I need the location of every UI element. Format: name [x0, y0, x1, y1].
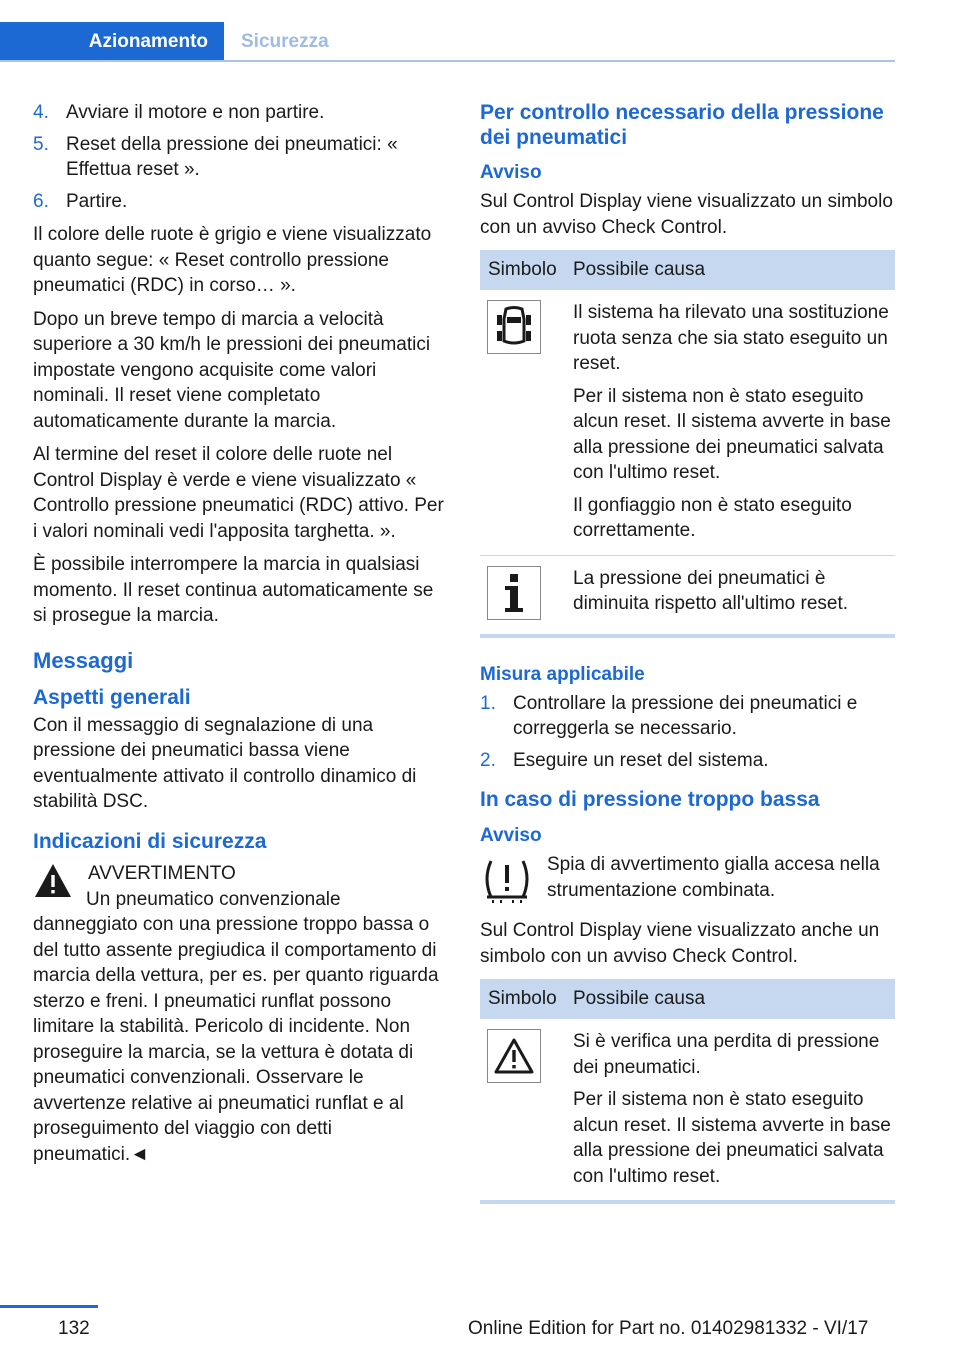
step-text: Avviare il motore e non partire. [66, 102, 325, 123]
step-text: Eseguire un reset del sistema. [513, 749, 769, 771]
column-header: Simbolo [488, 988, 557, 1009]
paragraph: Sul Control Display viene visualizzato un simbolo con un avviso Check Control. [480, 191, 893, 238]
page-header [0, 0, 895, 62]
step-number: 2. [480, 749, 496, 771]
steps-list [33, 100, 448, 214]
step-number: 5. [33, 133, 49, 155]
heading-misura-applicabile: Misura applicabile [480, 663, 645, 685]
warning-block [33, 861, 448, 1168]
warning-triangle-icon [493, 1036, 535, 1076]
warning-title: AVVERTIMENTO [88, 862, 236, 884]
symbol-table [480, 979, 895, 1204]
cause-text: Si è verifica una perdita di pressione dei pneumatici. [573, 1031, 880, 1078]
tire-pressure-warning-icon [481, 855, 533, 903]
heading-controllo-pressione: Per controllo necessario della pressione dei pneumatici [480, 101, 884, 149]
list-item [33, 132, 448, 183]
header-rule [0, 60, 895, 62]
table-header [480, 979, 895, 1019]
symbol-table [480, 250, 895, 638]
paragraph: Il colore delle ruote è grigio e viene visualizzato quanto segue: « Reset controllo pressione pneumatici (RDC) in corso… ». [33, 224, 432, 296]
step-text: Partire. [66, 190, 128, 212]
step-number: 1. [480, 692, 496, 714]
paragraph: Con il messaggio di segnalazione di una pressione dei pneumatici bassa viene eventualmente attivato il controllo dinamico di stabilità DSC. [33, 714, 417, 812]
tab-sicurezza[interactable]: Sicurezza [241, 31, 329, 52]
cause-text: Il sistema ha rilevato una sostituzione ruota senza che sia stato eseguito un reset. [573, 302, 889, 374]
edition-text: Online Edition for Part no. 01402981332 - VI/17 [468, 1318, 869, 1339]
table-row [480, 556, 895, 638]
warning-light-text: Spia di avvertimento gialla accesa nella strumentazione combinata. [547, 854, 880, 901]
heading-pressione-bassa: In caso di pressione troppo bassa [480, 788, 820, 811]
cause-text: Il gonfiaggio non è stato eseguito correttamente. [573, 494, 852, 541]
left-column [33, 100, 448, 1175]
cause-text: La pressione dei pneumatici è diminuita rispetto all'ultimo reset. [573, 567, 849, 614]
heading-avviso: Avviso [480, 162, 542, 183]
paragraph: Sul Control Display viene visualizzato anche un simbolo con un avviso Check Control. [480, 920, 880, 967]
heading-avviso: Avviso [480, 825, 542, 846]
column-header: Possibile causa [573, 259, 706, 280]
table-row [480, 290, 895, 556]
measures-list [480, 691, 895, 774]
column-header: Simbolo [488, 259, 557, 280]
footer-rule [0, 1305, 98, 1308]
info-icon [494, 571, 534, 615]
list-item [480, 748, 895, 774]
cause-text: Per il sistema non è stato eseguito alcun reset. Il sistema avverte in base alla pressione dei pneumatici salvata con l'ultimo reset. [573, 1089, 891, 1187]
car-top-icon [494, 305, 534, 349]
step-number: 4. [33, 102, 49, 123]
cause-text: Per il sistema non è stato eseguito alcun reset. Il sistema avverte in base alla pressione dei pneumatici salvata con l'ultimo reset. [573, 385, 891, 483]
table-header [480, 250, 895, 290]
page-number: 132 [58, 1318, 90, 1339]
heading-messaggi: Messaggi [33, 647, 134, 673]
step-number: 6. [33, 190, 49, 212]
column-header: Possibile causa [573, 988, 706, 1009]
warning-triangle-icon [33, 861, 73, 901]
list-item [33, 189, 448, 215]
heading-aspetti-generali: Aspetti generali [33, 685, 191, 709]
step-text: Reset della pressione dei pneumatici: « Effettua reset ». [66, 133, 398, 180]
table-row [480, 1019, 895, 1204]
list-item [33, 100, 448, 126]
heading-indicazioni-sicurezza: Indicazioni di sicurezza [33, 829, 267, 853]
right-column [480, 100, 895, 1204]
tab-azionamento[interactable]: Azionamento [0, 22, 224, 62]
list-item [480, 691, 895, 742]
paragraph: Dopo un breve tempo di marcia a velocità superiore a 30 km/h le pressioni dei pneumatici impostate vengono acquisite come valori nominali. Il reset viene completato automaticamente durante la marcia. [33, 308, 431, 432]
paragraph: Al termine del reset il colore delle ruote nel Control Display è verde e viene visualizzato « Controllo pressione pneumatici (RDC) attivo. Per i valori nominali vedi l'apposita targhetta. ». [33, 444, 444, 542]
step-text: Controllare la pressione dei pneumatici e correggerla se necessario. [513, 692, 858, 739]
warning-light-block [480, 852, 895, 906]
warning-text: Un pneumatico convenzionale danneggiato con una pressione troppo bassa o del tutto assente pregiudica il comportamento di marcia della vettura, per es. per quanto riguarda sterzo e freni. I pneumatici runflat possono limitare la stabilità. Pericolo di incidente. Non proseguire la marcia, se la vettura è dotata di pneumatici convenzionali. Osservare le avvertenze relative ai pneumatici runflat e al proseguimento del viaggio con detti pneumatici.◄ [33, 888, 439, 1165]
paragraph: È possibile interrompere la marcia in qualsiasi momento. Il reset continua automaticamente se si prosegue la marcia. [33, 554, 434, 626]
